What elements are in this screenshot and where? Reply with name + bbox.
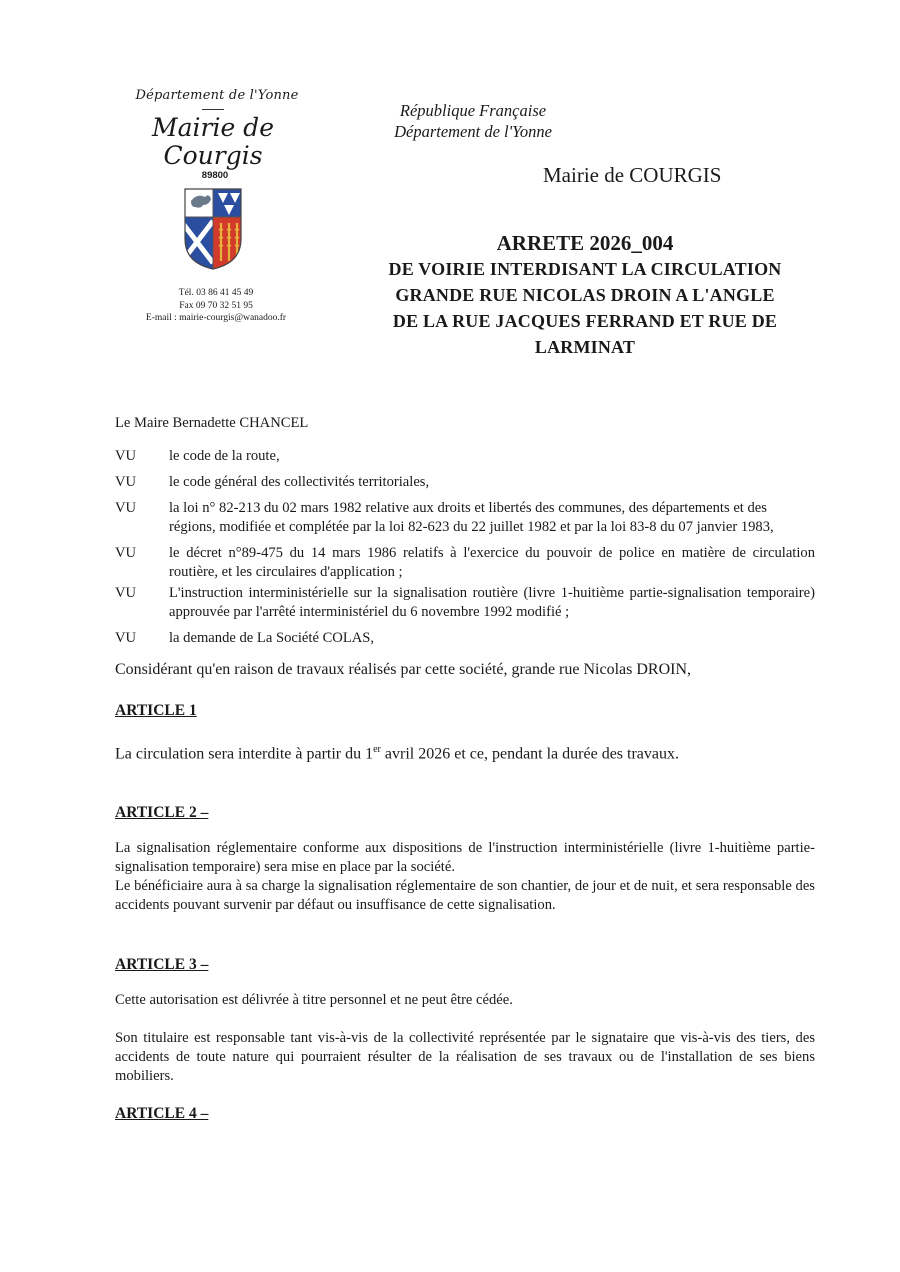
vu-label: VU [115, 500, 137, 516]
article-2-paragraph: Le bénéficiaire aura à sa charge la signalisation réglementaire de son chantier, de jour et de nuit, et sera responsable des accidents pouvant survenir par défaut ou insuffisance de cette signalisation. [115, 878, 815, 914]
email: E-mail : mairie-courgis@wanadoo.fr [145, 313, 287, 323]
vu-text: le décret n°89-475 du 14 mars 1986 relatifs à l'exercice du pouvoir de police en matière de circulation routière, et les circulaires d'application ; [169, 545, 815, 580]
vu-item [115, 499, 815, 537]
article-3-title: ARTICLE 3 – [115, 956, 209, 974]
republic-label: République Française [399, 101, 547, 120]
article-1-superscript: er [373, 744, 381, 755]
arrete-subject [345, 256, 825, 360]
vu-label: VU [115, 545, 137, 561]
vu-label: VU [115, 474, 137, 490]
vu-text: la loi n° 82-213 du 02 mars 1982 relative aux droits et libertés des communes, des départements et des régions, modifiée et complétée par la loi 82-623 du 22 juillet 1982 et par la loi 83-8 du 07 janvier 1983, [169, 500, 774, 535]
department-label: Département de l'Yonne [394, 122, 552, 141]
arrete-number: ARRETE 2026_004 [496, 231, 674, 255]
vu-label: VU [115, 630, 137, 646]
vu-text: le code de la route, [169, 448, 280, 464]
vu-item [115, 584, 815, 622]
article-2-title: ARTICLE 2 – [115, 804, 209, 822]
maire-name: Le Maire Bernadette CHANCEL [115, 415, 309, 431]
vu-text: le code général des collectivités territoriales, [169, 474, 430, 490]
article-1-text-after: avril 2026 et ce, pendant la durée des travaux. [380, 745, 679, 763]
letterhead-mairie: Mairie de Courgis [152, 113, 274, 170]
fax: Fax 09 70 32 51 95 [179, 300, 253, 311]
article-1-text [115, 740, 815, 763]
vu-label: VU [115, 585, 137, 601]
letterhead-postal-code: 89800 [201, 170, 229, 181]
letterhead-divider [202, 109, 224, 110]
vu-item [115, 629, 815, 648]
article-1-text-before: La circulation sera interdite à partir du 1 [115, 745, 374, 763]
vu-item [115, 447, 815, 466]
mairie-name: Mairie de COURGIS [543, 163, 722, 187]
letterhead-contact [114, 287, 318, 325]
article-3-paragraph: Cette autorisation est délivrée à titre personnel et ne peut être cédée. [115, 992, 513, 1009]
article-4-title: ARTICLE 4 – [115, 1105, 209, 1123]
vu-item [115, 544, 815, 582]
republic-header [353, 100, 593, 142]
arrete-subject-line: DE VOIRIE INTERDISANT LA CIRCULATION [388, 259, 782, 279]
vu-item [115, 473, 815, 492]
document-body [115, 414, 815, 1123]
letterhead-department: Département de l'Yonne [135, 88, 299, 103]
arrete-title-block [345, 230, 825, 360]
letterhead [108, 88, 318, 325]
phone: Tél. 03 86 41 45 49 [178, 288, 254, 298]
article-1-title: ARTICLE 1 [115, 702, 197, 719]
article-3-paragraph: Son titulaire est responsable tant vis-à-vis de la collectivité représentée par le signataire que vis-à-vis des tiers, des accidents de toute nature qui pourraient résulter de la réalisation de ses travaux ou de l'installation de ses biens mobiliers. [115, 1030, 815, 1085]
article-2-paragraph: La signalisation réglementaire conforme aux dispositions de l'instruction interministérielle (livre 1-huitième partie-signalisation temporaire) sera mise en place par la société. [115, 840, 815, 876]
vu-label: VU [115, 448, 137, 464]
vu-text: L'instruction interministérielle sur la signalisation routière (livre 1-huitième partie-signalisation temporaire) approuvée par l'arrêté interministériel du 6 novembre 1992 modifié ; [169, 585, 815, 620]
vu-text: la demande de La Société COLAS, [169, 630, 375, 646]
considerant: Considérant qu'en raison de travaux réalisés par cette société, grande rue Nicolas DROIN, [115, 661, 692, 678]
coat-of-arms-icon [181, 187, 245, 271]
arrete-subject-line: DE LA RUE JACQUES FERRAND ET RUE DE [392, 311, 778, 331]
arrete-subject-line: GRANDE RUE NICOLAS DROIN A L'ANGLE [395, 285, 775, 305]
arrete-subject-line: LARMINAT [534, 337, 636, 357]
